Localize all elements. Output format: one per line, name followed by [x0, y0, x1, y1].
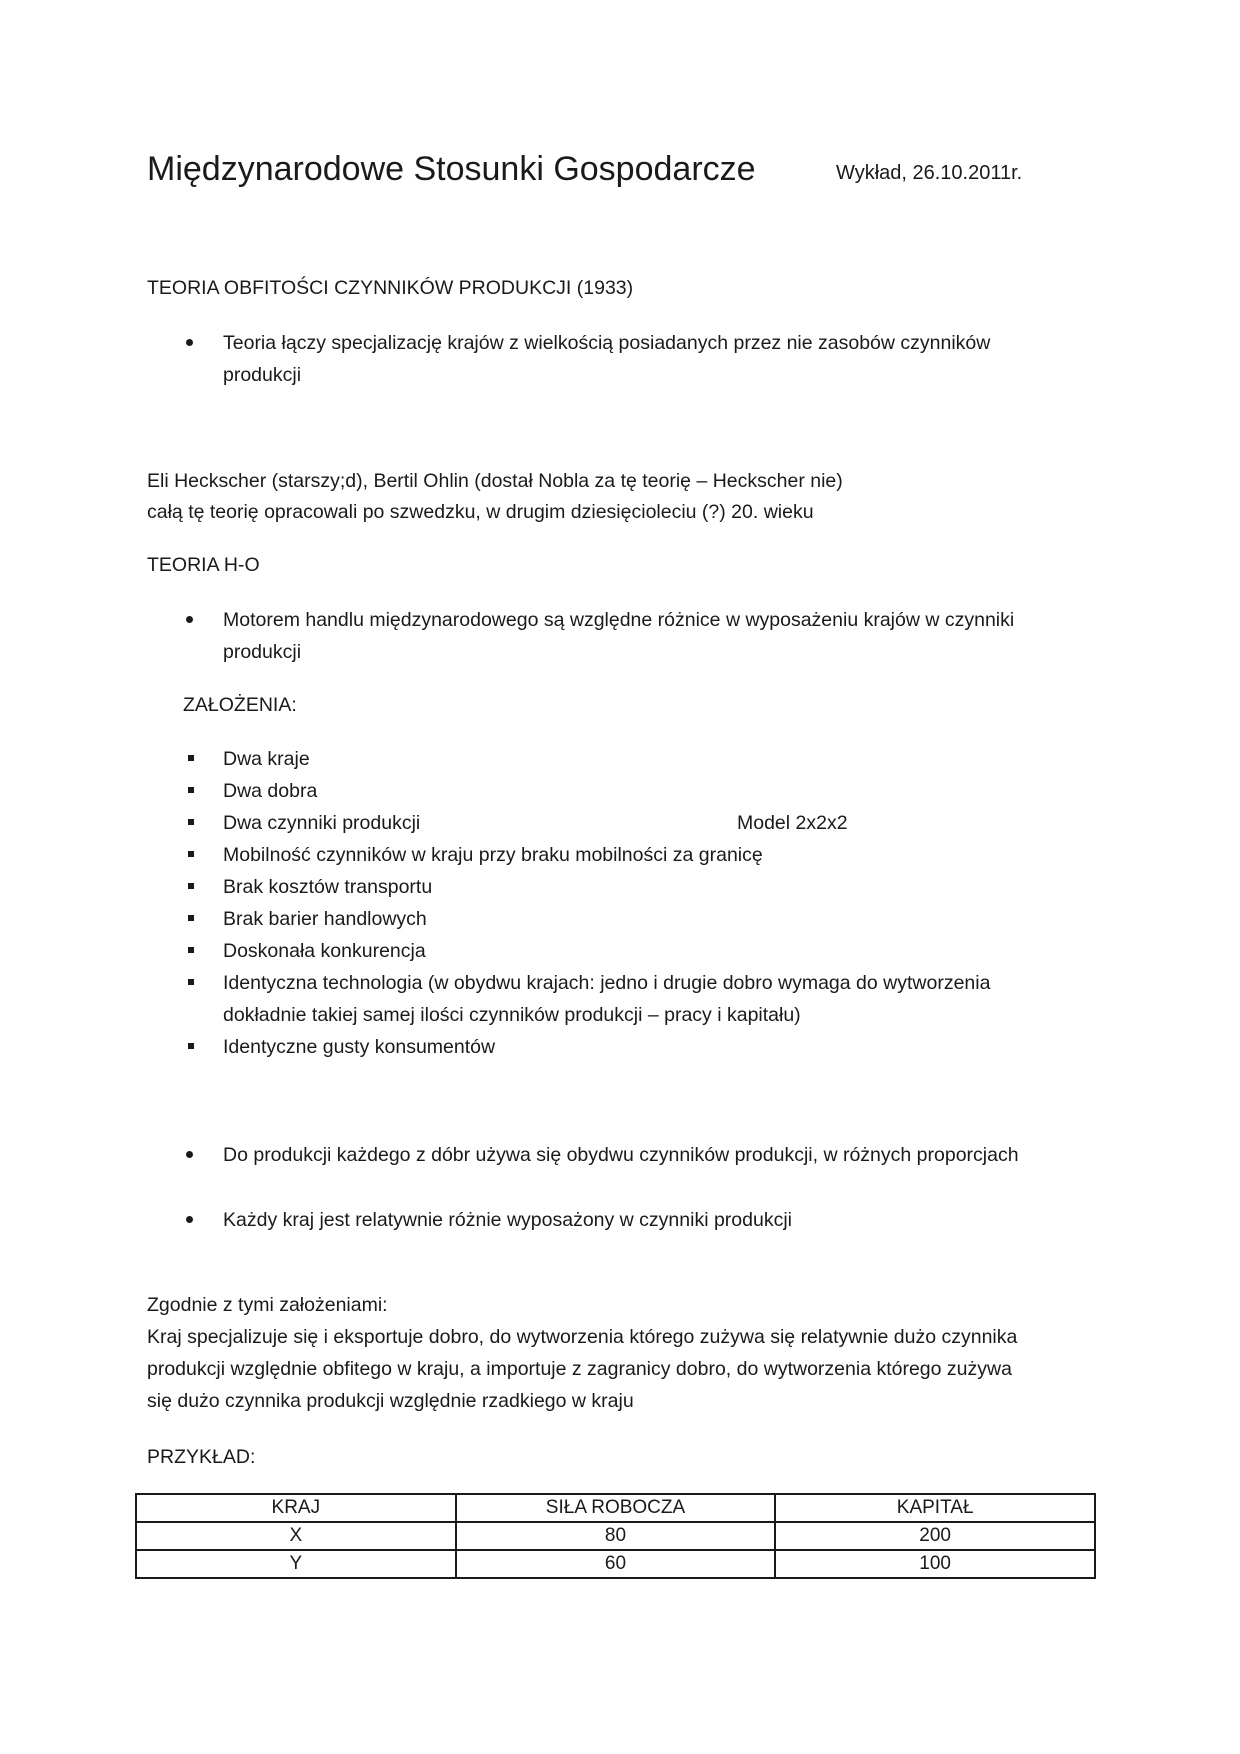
column-header: SIŁA ROBOCZA — [456, 1494, 776, 1522]
square-bullet-icon — [188, 787, 194, 793]
table-cell: Y — [136, 1550, 456, 1578]
bullet-dot-icon — [186, 616, 193, 623]
table-cell: 200 — [775, 1522, 1095, 1550]
section-heading-factor-abundance: TEORIA OBFITOŚCI CZYNNIKÓW PRODUKCJI (1933) — [147, 277, 634, 299]
square-bullet-icon — [188, 915, 194, 921]
section-heading-h-o: TEORIA H-O — [147, 554, 260, 576]
conclusion-line: się dużo czynnika produkcji względnie rzadkiego w kraju — [147, 1390, 634, 1412]
assumptions-heading: ZAŁOŻENIA: — [183, 694, 297, 716]
list-item: Dwa dobra — [223, 780, 318, 802]
list-item-cont: dokładnie takiej samej ilości czynników produkcji – pracy i kapitału) — [223, 1004, 801, 1026]
bullet-dot-icon — [186, 339, 193, 346]
table-row — [136, 1550, 1095, 1578]
bullet-text: Każdy kraj jest relatywnie różnie wyposażony w czynniki produkcji — [223, 1209, 792, 1231]
square-bullet-icon — [188, 851, 194, 857]
bullet-text-cont: produkcji — [223, 641, 302, 663]
table-row — [136, 1522, 1095, 1550]
bullet-text: Motorem handlu międzynarodowego są względne różnice w wyposażeniu krajów w czynniki — [223, 609, 1015, 631]
square-bullet-icon — [188, 755, 194, 761]
square-bullet-icon — [188, 819, 194, 825]
example-heading: PRZYKŁAD: — [147, 1446, 256, 1468]
table-cell: 80 — [456, 1522, 776, 1550]
square-bullet-icon — [188, 979, 194, 985]
authors-line: całą tę teorię opracowali po szwedzku, w drugim dziesięcioleciu (?) 20. wieku — [147, 501, 814, 523]
list-item: Dwa czynniki produkcji — [223, 812, 421, 834]
table-header-row — [136, 1494, 1095, 1522]
column-header: KAPITAŁ — [775, 1494, 1095, 1522]
square-bullet-icon — [188, 1043, 194, 1049]
bullet-text: Teoria łączy specjalizację krajów z wielkością posiadanych przez nie zasobów czynników — [223, 332, 991, 354]
list-item: Brak kosztów transportu — [223, 876, 433, 898]
example-table — [135, 1493, 1096, 1579]
bullet-text-cont: produkcji — [223, 364, 302, 386]
model-label: Model 2x2x2 — [737, 812, 848, 834]
square-bullet-icon — [188, 947, 194, 953]
conclusion-line: produkcji względnie obfitego w kraju, a importuje z zagranicy dobro, do wytworzenia którego zużywa — [147, 1358, 1012, 1380]
conclusion-line: Kraj specjalizuje się i eksportuje dobro, do wytworzenia którego zużywa się relatywnie dużo czynnika — [147, 1326, 1018, 1348]
square-bullet-icon — [188, 883, 194, 889]
list-item: Mobilność czynników w kraju przy braku mobilności za granicę — [223, 844, 763, 866]
list-item: Brak barier handlowych — [223, 908, 427, 930]
authors-line: Eli Heckscher (starszy;d), Bertil Ohlin (dostał Nobla za tę teorię – Heckscher nie) — [147, 470, 843, 492]
column-header: KRAJ — [136, 1494, 456, 1522]
list-item: Dwa kraje — [223, 748, 310, 770]
bullet-text: Do produkcji każdego z dóbr używa się obydwu czynników produkcji, w różnych proporcjach — [223, 1144, 1019, 1166]
bullet-dot-icon — [186, 1216, 193, 1223]
page-title: Międzynarodowe Stosunki Gospodarcze — [147, 150, 756, 188]
list-item: Identyczna technologia (w obydwu krajach: jedno i drugie dobro wymaga do wytworzenia — [223, 972, 991, 994]
conclusion-line: Zgodnie z tymi założeniami: — [147, 1294, 388, 1316]
list-item: Identyczne gusty konsumentów — [223, 1036, 496, 1058]
table-cell: X — [136, 1522, 456, 1550]
table-cell: 100 — [775, 1550, 1095, 1578]
lecture-date: Wykład, 26.10.2011r. — [836, 162, 1023, 184]
bullet-dot-icon — [186, 1151, 193, 1158]
table-cell: 60 — [456, 1550, 776, 1578]
list-item: Doskonała konkurencja — [223, 940, 426, 962]
